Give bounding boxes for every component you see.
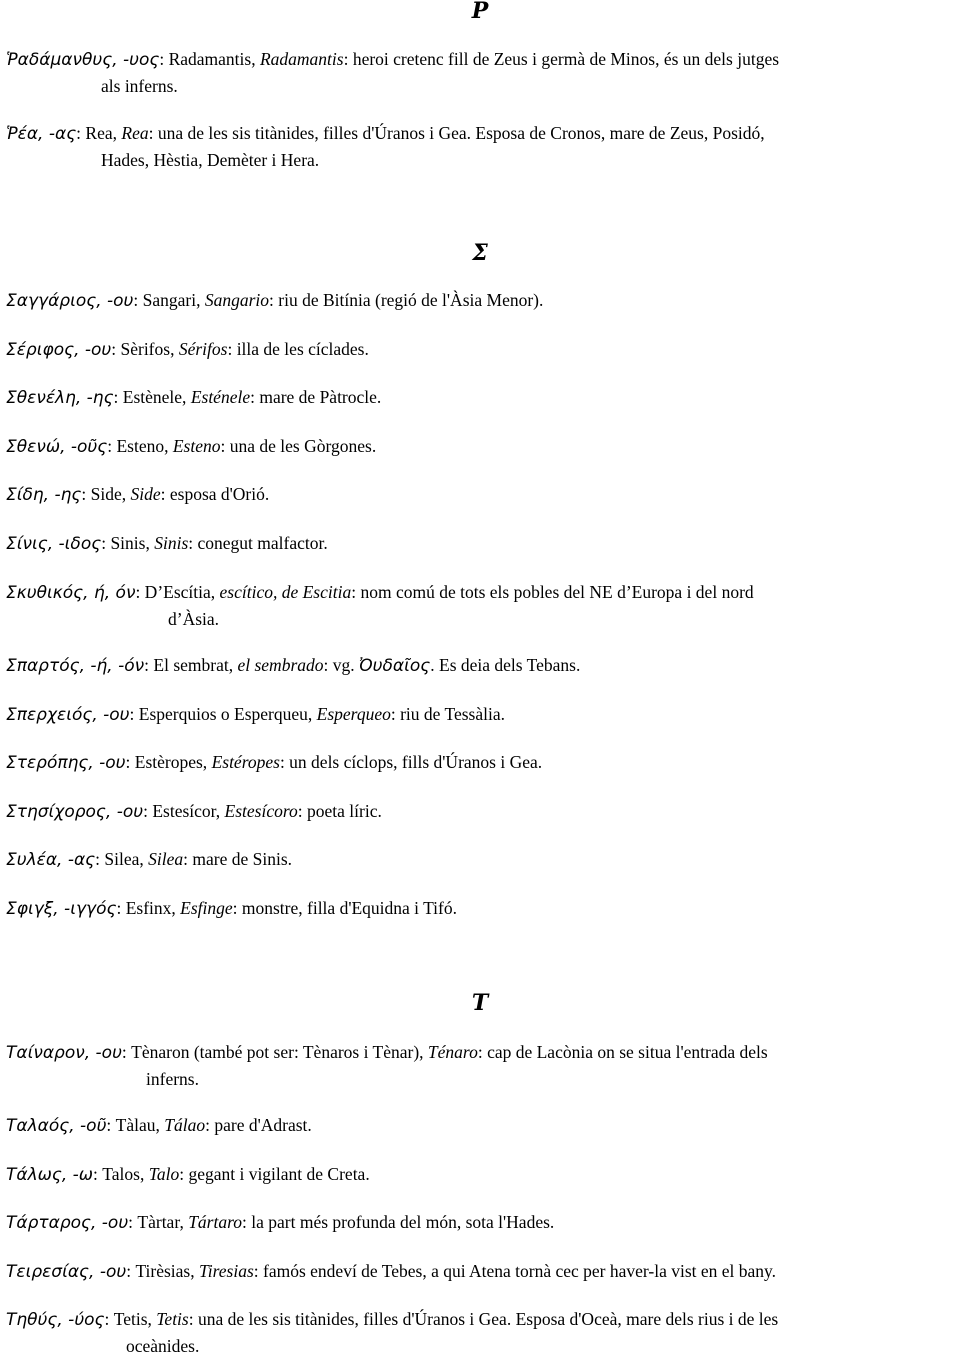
continuation: als inferns. (101, 76, 178, 96)
headword: Σθενέλη, -ης (6, 388, 114, 408)
headword: Ταλαός, -οῦ (6, 1116, 107, 1136)
headword: Τηθύς, -ύος (6, 1310, 105, 1330)
continuation: d’Àsia. (168, 609, 220, 629)
section-letter-tau: Τ (471, 990, 489, 1016)
continuation: inferns. (146, 1069, 199, 1089)
entry-tiresias: Τειρεσίας, -ου: Tirèsias, Tiresias: famós endeví de Tebes, a qui Atena tornà cec per haver-la vist en el bany. (6, 1261, 777, 1282)
headword: Σπερχειός, -ου (6, 705, 130, 725)
headword: Στερόπης, -ου (6, 753, 126, 773)
headword: Τειρεσίας, -ου (6, 1262, 127, 1282)
headword: Ταίναρον, -ου (6, 1043, 122, 1063)
headword: Σαγγάριος, -ου (6, 291, 134, 311)
entry-sembrat: Σπαρτός, -ή, -όν: El sembrat, el sembrado: vg. Ὀυδαῖος. Es deia dels Tebans. (6, 655, 581, 676)
entry-talos: Τάλως, -ω: Talos, Talo: gegant i vigilant de Creta. (6, 1164, 370, 1185)
entry-sangari: Σαγγάριος, -ου: Sangari, Sangario: riu de Bitínia (regió de l'Àsia Menor). (6, 290, 544, 311)
entry-silea: Συλέα, -ας: Silea, Silea: mare de Sinis. (6, 849, 293, 870)
headword: Σέριφος, -ου (6, 340, 112, 360)
section-letter-rho: Ρ (471, 0, 489, 24)
continuation: Hades, Hèstia, Demèter i Hera. (101, 150, 320, 170)
headword: Σκυθικός, ή, όν (6, 583, 136, 603)
entry-side: Σίδη, -ης: Side, Side: esposa d'Orió. (6, 484, 270, 505)
headword: Σφιγξ, -ιγγός (6, 899, 117, 919)
entry-tenaron: Ταίναρον, -ου: Tènaron (també pot ser: Tènaros i Tènar), Ténaro: cap de Lacònia on se situa l'entrada dels inferns. (6, 1039, 958, 1092)
entry-esfinx: Σφιγξ, -ιγγός: Esfinx, Esfinge: monstre, filla d'Equidna i Tifó. (6, 898, 457, 919)
headword: Ῥαδάμανθυς, -υος (6, 50, 160, 70)
entry-esteno: Σθενώ, -οῦς: Esteno, Esteno: una de les Gòrgones. (6, 436, 377, 457)
entry-esteropes: Στερόπης, -ου: Estèropes, Estéropes: un dels cíclops, fills d'Úranos i Gea. (6, 752, 543, 773)
headword: Σίνις, -ιδος (6, 534, 102, 554)
section-letter-sigma: Σ (472, 240, 488, 266)
entry-estenele: Σθενέλη, -ης: Estènele, Esténele: mare de Pàtrocle. (6, 387, 382, 408)
entry-escitia: Σκυθικός, ή, όν: D’Escítia, escítico, de Escitia: nom comú de tots els pobles del NE d’Europa i del nord d’Àsia. (6, 579, 958, 632)
headword: Ῥέα, -ας (6, 124, 77, 144)
headword: Σθενώ, -οῦς (6, 437, 108, 457)
entry-estesicor: Στησίχορος, -ου: Estesícor, Estesícoro: poeta líric. (6, 801, 382, 822)
continuation: oceànides. (126, 1336, 200, 1356)
headword: Σπαρτός, -ή, -όν (6, 656, 145, 676)
headword: Τάρταρος, -ου (6, 1213, 129, 1233)
headword: Τάλως, -ω (6, 1165, 94, 1185)
headword: Σίδη, -ης (6, 485, 82, 505)
entry-tartar: Τάρταρος, -ου: Tàrtar, Tártaro: la part més profunda del món, sota l'Hades. (6, 1212, 555, 1233)
headword: Στησίχορος, -ου (6, 802, 144, 822)
entry-rea: Ῥέα, -ας: Rea, Rea: una de les sis titànides, filles d'Úranos i Gea. Esposa de Cronos, mare de Zeus, Posidó, Hades, Hèstia, Demèter i Hera. (6, 120, 958, 173)
entry-serifos: Σέριφος, -ου: Sèrifos, Sérifos: illa de les cíclades. (6, 339, 369, 360)
entry-talau: Ταλαός, -οῦ: Tàlau, Tálao: pare d'Adrast. (6, 1115, 312, 1136)
entry-tetis: Τηθύς, -ύος: Tetis, Tetis: una de les sis titànides, filles d'Úranos i Gea. Esposa d'Oceà, mare dels rius i de les oceànides. (6, 1306, 958, 1359)
entry-esperquios: Σπερχειός, -ου: Esperquios o Esperqueu, Esperqueo: riu de Tessàlia. (6, 704, 505, 725)
headword: Συλέα, -ας (6, 850, 96, 870)
entry-radamantis: Ῥαδάμανθυς, -υος: Radamantis, Radamantis: heroi cretenc fill de Zeus i germà de Minos, és un dels jutges als inferns. (6, 46, 958, 99)
entry-sinis: Σίνις, -ιδος: Sinis, Sinis: conegut malfactor. (6, 533, 328, 554)
